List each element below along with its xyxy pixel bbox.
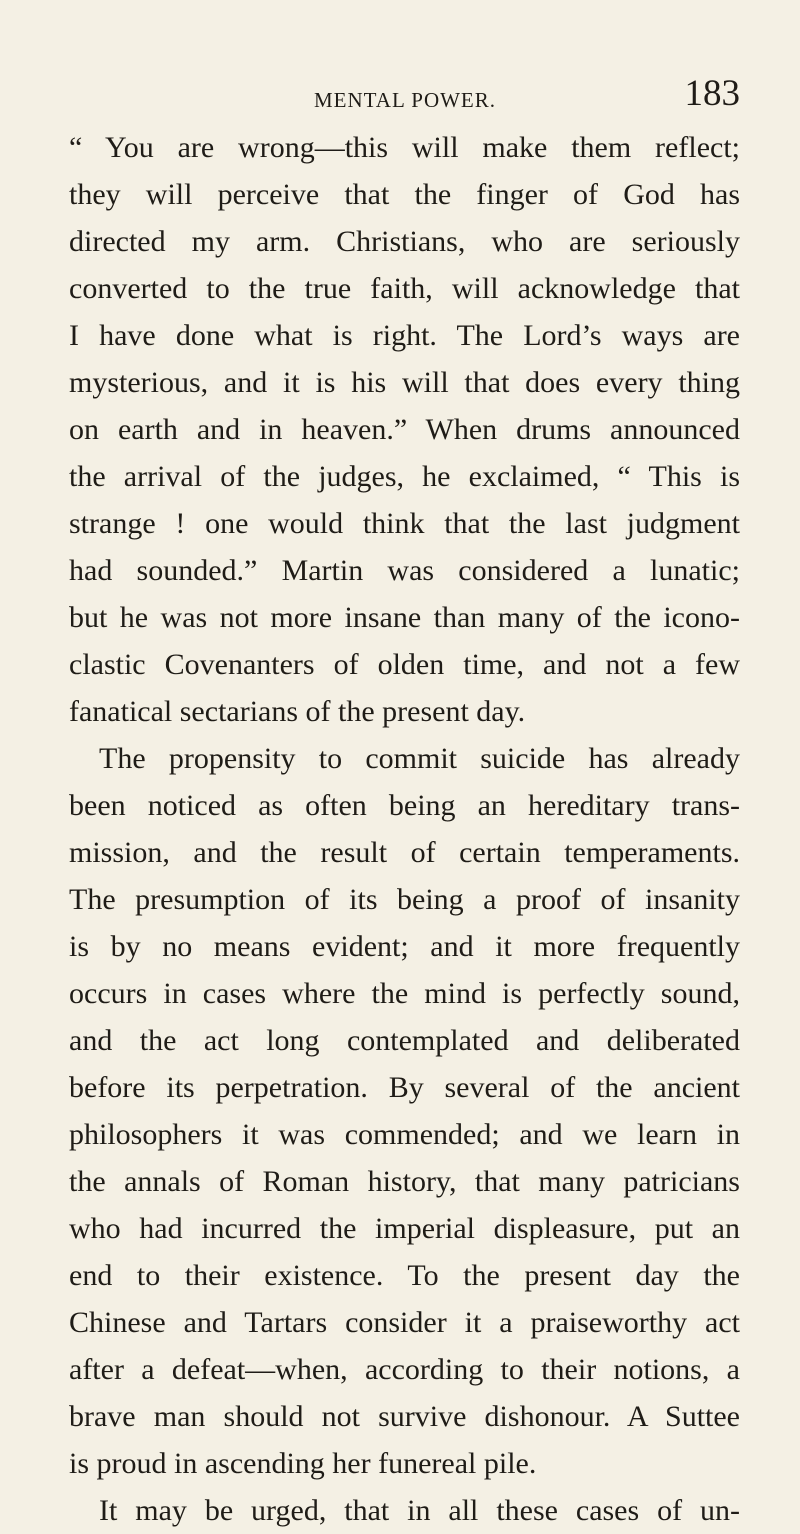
text-line: philosophers it was commended; and we learn in [69, 1118, 740, 1151]
running-title: MENTAL POWER. [313, 88, 497, 112]
text-line: the arrival of the judges, he exclaimed, “ This is [69, 460, 740, 493]
text-line: Chinese and Tartars consider it a praiseworthy act [69, 1306, 740, 1339]
text-line: “ You are wrong—this will make them reflect; [69, 131, 740, 164]
text-line: occurs in cases where the mind is perfectly sound, [69, 977, 740, 1010]
text-line: brave man should not survive dishonour. A Suttee [69, 1400, 740, 1433]
text-line: and the act long contemplated and deliberated [69, 1024, 740, 1057]
running-head [70, 72, 740, 112]
text-line: been noticed as often being an hereditary trans- [69, 789, 740, 822]
text-line: It may be urged, that in all these cases of un- [99, 1494, 740, 1527]
text-line: had sounded.” Martin was considered a lunatic; [69, 554, 740, 587]
text-line: directed my arm. Christians, who are seriously [69, 225, 740, 258]
text-line: on earth and in heaven.” When drums announced [69, 413, 740, 446]
text-line: the annals of Roman history, that many patricians [69, 1165, 740, 1198]
text-line: clastic Covenanters of olden time, and not a few [69, 648, 740, 681]
text-line: fanatical sectarians of the present day. [69, 695, 526, 728]
text-line: I have done what is right. The Lord’s ways are [69, 319, 740, 352]
body-text [69, 124, 740, 1534]
text-line: The propensity to commit suicide has already [99, 742, 740, 775]
text-line: strange ! one would think that the last judgment [69, 507, 740, 540]
text-line: mysterious, and it is his will that does every thing [69, 366, 740, 399]
text-line: is proud in ascending her funereal pile. [69, 1447, 537, 1480]
text-line: mission, and the result of certain temperaments. [69, 836, 740, 869]
text-line: who had incurred the imperial displeasure, put an [69, 1212, 740, 1245]
text-line: they will perceive that the finger of God has [69, 178, 740, 211]
page-number: 183 [684, 73, 740, 114]
text-line: converted to the true faith, will acknowledge that [69, 272, 740, 305]
text-line: after a defeat—when, according to their notions, a [69, 1353, 740, 1386]
text-line: end to their existence. To the present day the [69, 1259, 740, 1292]
text-line: is by no means evident; and it more frequently [69, 930, 740, 963]
text-line: The presumption of its being a proof of insanity [69, 883, 740, 916]
text-line: but he was not more insane than many of the icono- [69, 601, 740, 634]
text-line: before its perpetration. By several of the ancient [69, 1071, 740, 1104]
